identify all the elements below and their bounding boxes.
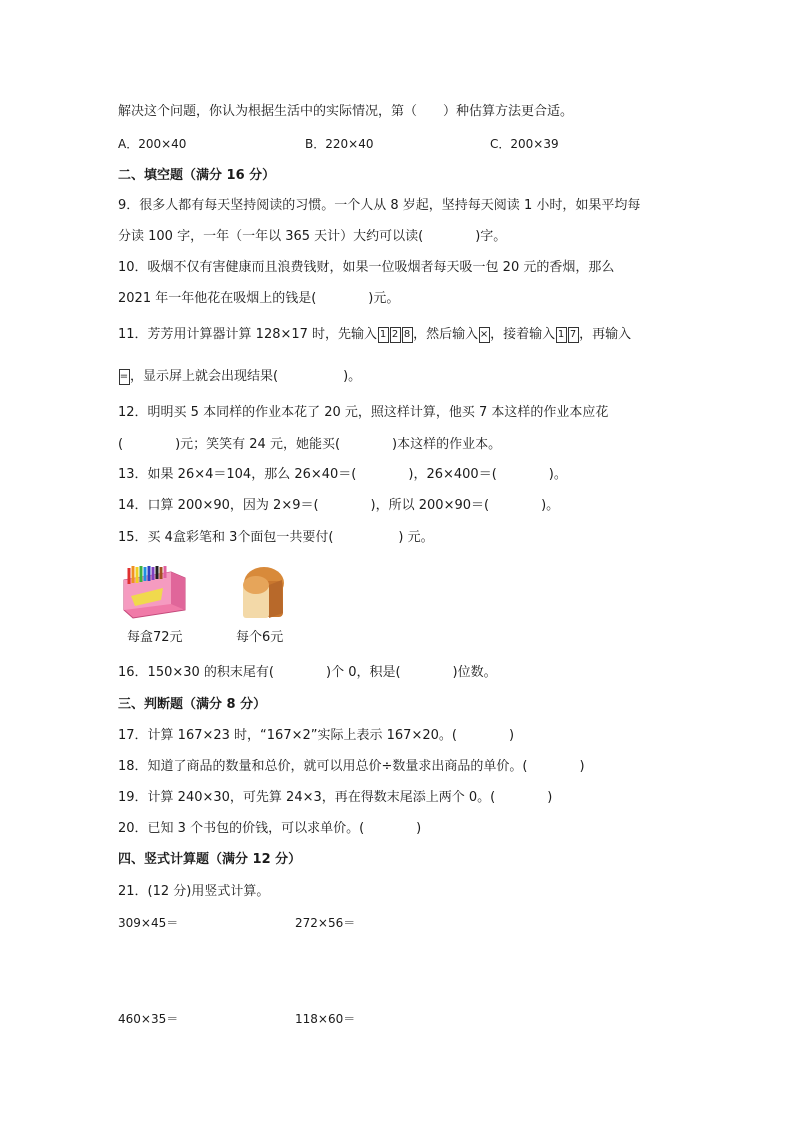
- q19-text: 19．计算 240×30，可先算 24×3，再在得数末尾添上两个 0。( ): [118, 790, 553, 805]
- q11-line1: [118, 326, 631, 344]
- q11-part4: ，再输入: [579, 327, 632, 342]
- section4-title: 四、竖式计算题（满分 12 分）: [118, 852, 302, 867]
- q12-line1: 12．明明买 5 本同样的作业本花了 20 元，照这样计算，他买 7 本这样的作业本应花: [118, 405, 609, 420]
- crayon-box-price: 每盒72元: [127, 630, 183, 645]
- q13-text: 13．如果 26×4＝104，那么 26×40＝( )，26×400＝( )。: [118, 467, 567, 482]
- q8-option-c[interactable]: C．200×39: [490, 137, 559, 151]
- bread-image: [238, 563, 288, 621]
- section2-title: 二、填空题（满分 16 分）: [118, 168, 276, 183]
- q15-text: 15．买 4盒彩笔和 3个面包一共要付( ) 元。: [118, 530, 434, 545]
- calculator-key-times: ×: [479, 327, 490, 343]
- q21-problem: 309×45＝: [118, 916, 179, 930]
- q17-text: 17．计算 167×23 时，“167×2”实际上表示 167×20。( ): [118, 728, 515, 743]
- q21-problem: 460×35＝: [118, 1012, 179, 1026]
- q8-option-b[interactable]: B．220×40: [305, 137, 374, 151]
- q9-line1: 9．很多人都有每天坚持阅读的习惯。一个人从 8 岁起，坚持每天阅读 1 小时，如果平均每: [118, 198, 641, 213]
- crayon-box-image: [121, 562, 187, 622]
- q11-part1: 11．芳芳用计算器计算 128×17 时，先输入: [118, 327, 378, 342]
- q11-line2-text: ，显示屏上就会出现结果( )。: [130, 369, 362, 384]
- calculator-key: 1: [378, 327, 389, 343]
- calculator-key: 8: [402, 327, 413, 343]
- q21-problem: 118×60＝: [295, 1012, 356, 1026]
- q10-line2: 2021 年一年他花在吸烟上的钱是( )元。: [118, 291, 400, 306]
- bread-price: 每个6元: [236, 630, 284, 645]
- q11-part2: ，然后输入: [413, 327, 479, 342]
- q18-text: 18．知道了商品的数量和总价，就可以用总价÷数量求出商品的单价。( ): [118, 759, 585, 774]
- q9-line2: 分读 100 字，一年（一年以 365 天计）大约可以读( )字。: [118, 229, 507, 244]
- calculator-key: 7: [568, 327, 579, 343]
- q21-problem: 272×56＝: [295, 916, 356, 930]
- q8-options: [118, 135, 559, 153]
- calculator-key-equals: =: [119, 369, 130, 385]
- q8-option-a[interactable]: A．200×40: [118, 137, 187, 151]
- q11-line2: [118, 368, 361, 386]
- q11-part3: ，接着输入: [490, 327, 556, 342]
- calculator-key: 1: [556, 327, 567, 343]
- q14-text: 14．口算 200×90，因为 2×9＝( )，所以 200×90＝( )。: [118, 498, 560, 513]
- calculator-key: 2: [390, 327, 401, 343]
- q12-line2: ( )元；笑笑有 24 元，她能买( )本这样的作业本。: [118, 437, 502, 452]
- q20-text: 20．已知 3 个书包的价钱，可以求单价。( ): [118, 821, 422, 836]
- section3-title: 三、判断题（满分 8 分）: [118, 697, 267, 712]
- q16-text: 16．150×30 的积末尾有( )个 0，积是( )位数。: [118, 665, 497, 680]
- q21-stem: 21．(12 分)用竖式计算。: [118, 884, 270, 899]
- q8-stem: 解决这个问题，你认为根据生活中的实际情况，第（ ）种估算方法更合适。: [118, 104, 574, 119]
- q10-line1: 10．吸烟不仅有害健康而且浪费钱财，如果一位吸烟者每天吸一包 20 元的香烟，那么: [118, 260, 615, 275]
